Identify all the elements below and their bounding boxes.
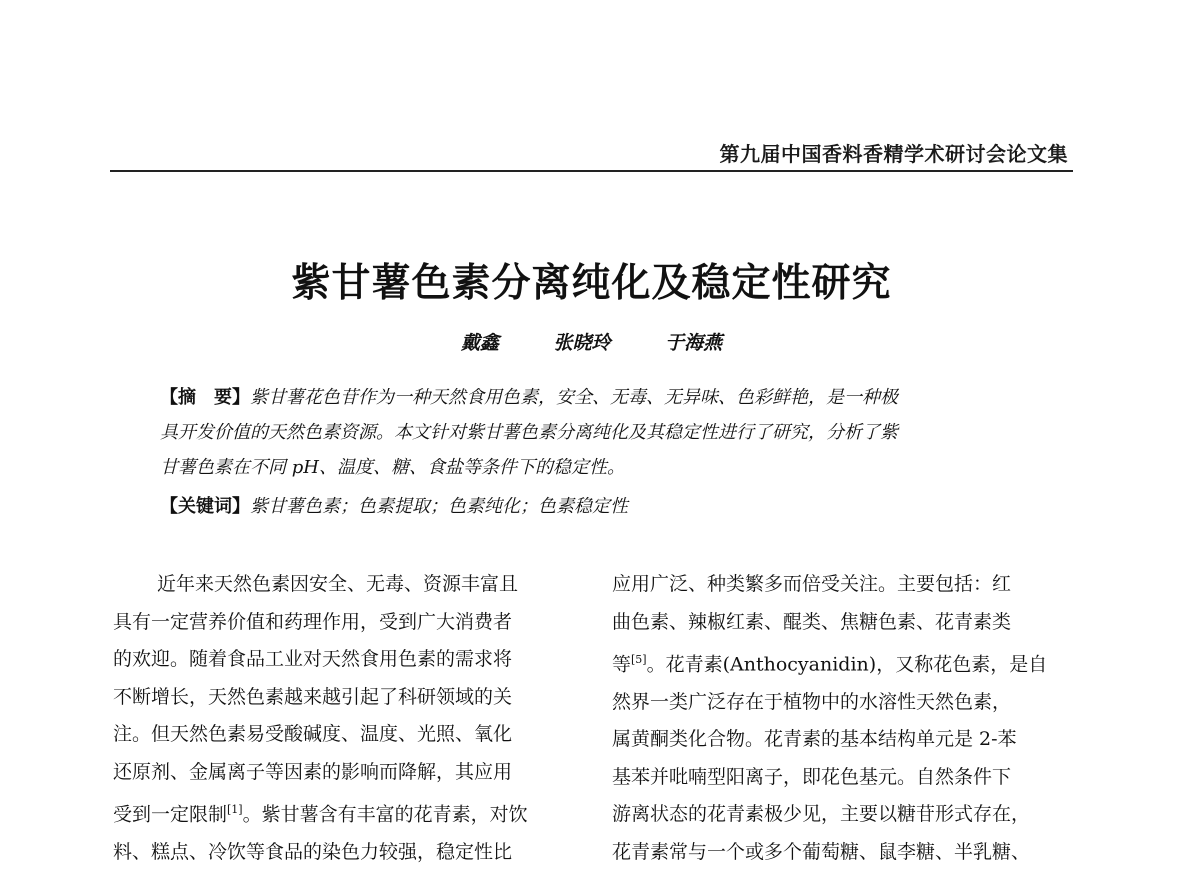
keywords	[160, 492, 1040, 518]
body-line: 料、糕点、冷饮等食品的染色力较强，稳定性比	[113, 840, 513, 863]
author: 张晓玲	[553, 332, 611, 354]
body-line: 的欢迎。随着食品工业对天然食用色素的需求将	[113, 648, 513, 670]
body-line: 不断增长，天然色素越来越引起了科研领域的关	[113, 685, 513, 708]
abstract-line: 具开发价值的天然色素资源。本文针对紫甘薯色素分离纯化及其稳定性进行了研究，分析了紫	[160, 422, 898, 443]
body-line: 受到一定限制[1]。紫甘薯含有丰富的花青素，对饮	[113, 803, 528, 826]
body-line: 花青素常与一个或多个葡萄糖、鼠李糖、半乳糖、	[612, 840, 1031, 863]
body-line: 注。但天然色素易受酸碱度、温度、光照、氧化	[113, 723, 513, 745]
body-line: 然界一类广泛存在于植物中的水溶性天然色素，	[612, 690, 1012, 713]
citation: [1]	[227, 803, 243, 816]
citation: [5]	[631, 653, 647, 666]
paper-title: 紫甘薯色素分离纯化及稳定性研究	[291, 261, 892, 306]
keywords-text: 紫甘薯色素；色素提取；色素纯化；色素稳定性	[250, 496, 628, 517]
body-column-left	[113, 566, 573, 871]
abstract-line: 【摘 要】紫甘薯花色苷作为一种天然食用色素，安全、无毒、无异味、色彩鲜艳，是一种极	[160, 387, 898, 408]
body-line: 属黄酮类化合物。花青素的基本结构单元是 2-苯	[612, 728, 1017, 751]
body-line: 基苯并吡喃型阳离子，即花色基元。自然条件下	[612, 765, 1012, 788]
body-line: 还原剂、金属离子等因素的影响而降解，其应用	[113, 760, 513, 783]
header-divider	[110, 170, 1073, 172]
author: 戴鑫	[460, 332, 499, 354]
body-column-right	[612, 566, 1072, 871]
body-line: 具有一定营养价值和药理作用，受到广大消费者	[113, 610, 513, 633]
abstract-line: 甘薯色素在不同 pH、温度、糖、食盐等条件下的稳定性。	[160, 457, 625, 478]
body-line: 等[5]。花青素(Anthocyanidin)，又称花色素，是自	[612, 653, 1048, 676]
body-line: 应用广泛、种类繁多而倍受关注。主要包括：红	[612, 573, 1012, 595]
body-line: 近年来天然色素因安全、无毒、资源丰富且	[157, 573, 519, 595]
body-line: 曲色素、辣椒红素、醌类、焦糖色素、花青素类	[612, 610, 1012, 633]
keywords-label: 【关键词】	[160, 496, 250, 517]
author: 于海燕	[665, 332, 723, 354]
abstract	[160, 380, 1040, 485]
body-line: 游离状态的花青素极少见，主要以糖苷形式存在，	[612, 803, 1031, 826]
journal-header: 第九届中国香料香精学术研讨会论文集	[719, 142, 1068, 166]
author-list	[0, 328, 1183, 355]
abstract-label: 【摘 要】	[160, 387, 250, 408]
